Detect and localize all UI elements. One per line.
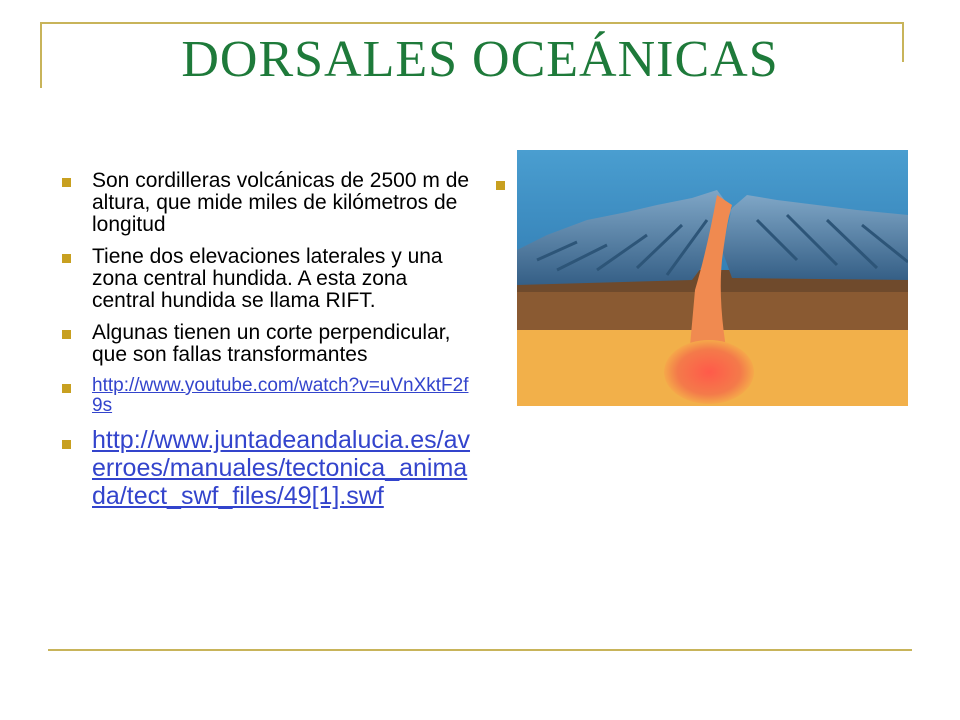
bullet-item bbox=[62, 322, 472, 366]
bullet-item bbox=[62, 246, 472, 312]
bullet-text: Son cordilleras volcánicas de 2500 m de altura, que mide miles de kilómetros de longitud bbox=[92, 169, 470, 236]
frame-line-bottom bbox=[48, 649, 912, 651]
square-bullet-icon bbox=[62, 384, 71, 393]
bullet-list bbox=[62, 170, 472, 520]
bullet-text: Tiene dos elevaciones laterales y una zona central hundida. A esta zona central hundida se llama RIFT. bbox=[92, 245, 443, 312]
square-bullet-icon bbox=[496, 181, 505, 190]
frame-line-top bbox=[40, 22, 904, 24]
bullet-item bbox=[62, 376, 472, 416]
bullet-text: Algunas tienen un corte perpendicular, que son fallas transformantes bbox=[92, 321, 451, 366]
bullet-item bbox=[62, 170, 472, 236]
youtube-link[interactable]: http://www.youtube.com/watch?v=uVnXktF2f9s bbox=[92, 375, 469, 416]
square-bullet-icon bbox=[62, 178, 71, 187]
square-bullet-icon bbox=[62, 330, 71, 339]
square-bullet-icon bbox=[62, 440, 71, 449]
mid-ocean-ridge-illustration bbox=[517, 150, 908, 406]
juntadeandalucia-link[interactable]: http://www.juntadeandalucia.es/averroes/manuales/tectonica_animada/tect_swf_files/49[1].swf bbox=[92, 426, 471, 510]
bullet-item bbox=[62, 426, 472, 510]
square-bullet-icon bbox=[62, 254, 71, 263]
slide-title: DORSALES OCEÁNICAS bbox=[181, 31, 779, 88]
